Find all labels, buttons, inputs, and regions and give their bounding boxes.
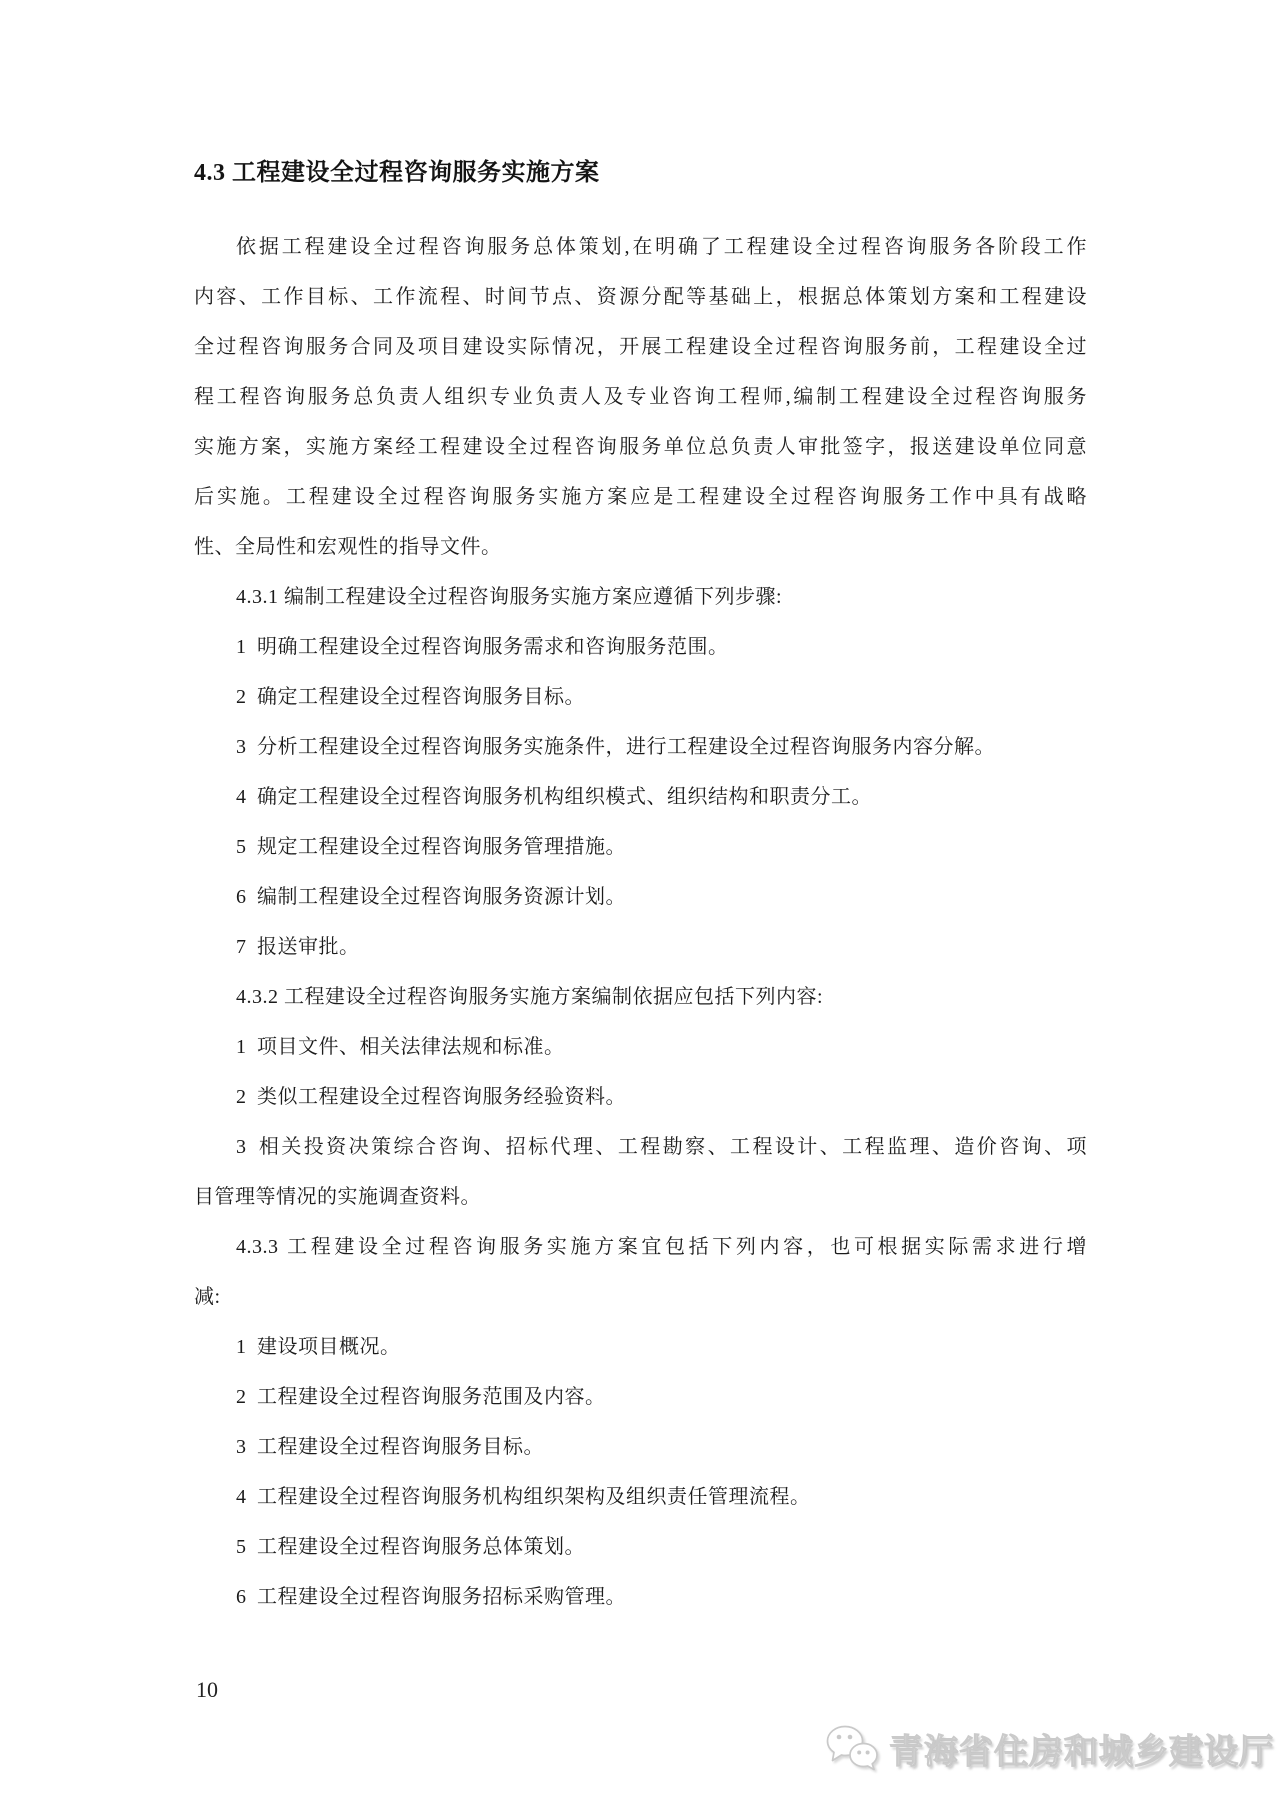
document-line: 5 规定工程建设全过程咨询服务管理措施。: [236, 836, 626, 858]
document-line: 1 明确工程建设全过程咨询服务需求和咨询服务范围。: [236, 636, 729, 658]
document-line: 实施方案，实施方案经工程建设全过程咨询服务单位总负责人审批签字，报送建设单位同意: [194, 436, 1087, 458]
document-line: 内容、工作目标、工作流程、时间节点、资源分配等基础上，根据总体策划方案和工程建设: [194, 286, 1087, 308]
document-line: 全过程咨询服务合同及项目建设实际情况，开展工程建设全过程咨询服务前，工程建设全过: [194, 336, 1087, 358]
document-line: 4.3.3 工程建设全过程咨询服务实施方案宜包括下列内容，也可根据实际需求进行增: [236, 1236, 1087, 1258]
document-line: 后实施。工程建设全过程咨询服务实施方案应是工程建设全过程咨询服务工作中具有战略: [194, 486, 1087, 508]
document-line: 1 项目文件、相关法律法规和标准。: [236, 1036, 565, 1058]
document-line: 3 工程建设全过程咨询服务目标。: [236, 1436, 544, 1458]
document-line: 7 报送审批。: [236, 936, 360, 958]
document-content: [194, 155, 1087, 1622]
document-line: 3 相关投资决策综合咨询、招标代理、工程勘察、工程设计、工程监理、造价咨询、项: [236, 1136, 1087, 1158]
document-line: 程工程咨询服务总负责人组织专业负责人及专业咨询工程师,编制工程建设全过程咨询服务: [194, 386, 1087, 408]
document-line: 依据工程建设全过程咨询服务总体策划,在明确了工程建设全过程咨询服务各阶段工作: [236, 236, 1087, 258]
document-line: 目管理等情况的实施调查资料。: [194, 1186, 481, 1208]
document-line: 4.3.1 编制工程建设全过程咨询服务实施方案应遵循下列步骤:: [236, 586, 783, 608]
watermark-text: 青海省住房和城乡建设厅: [889, 1732, 1274, 1771]
wechat-icon: [824, 1724, 880, 1772]
document-line: 4.3.2 工程建设全过程咨询服务实施方案编制依据应包括下列内容:: [236, 986, 824, 1008]
document-line: 4 确定工程建设全过程咨询服务机构组织模式、组织结构和职责分工。: [236, 786, 872, 808]
document-line: 性、全局性和宏观性的指导文件。: [194, 536, 502, 558]
document-line: 5 工程建设全过程咨询服务总体策划。: [236, 1536, 585, 1558]
document-line: 2 确定工程建设全过程咨询服务目标。: [236, 686, 585, 708]
document-line: 减:: [194, 1286, 221, 1308]
document-line: 3 分析工程建设全过程咨询服务实施条件，进行工程建设全过程咨询服务内容分解。: [236, 736, 995, 758]
document-line: 6 工程建设全过程咨询服务招标采购管理。: [236, 1586, 626, 1608]
document-line: 6 编制工程建设全过程咨询服务资源计划。: [236, 886, 626, 908]
document-line: 2 工程建设全过程咨询服务范围及内容。: [236, 1386, 606, 1408]
document-body: [194, 222, 1087, 1622]
document-line: 4 工程建设全过程咨询服务机构组织架构及组织责任管理流程。: [236, 1486, 811, 1508]
section-heading: 4.3 工程建设全过程咨询服务实施方案: [194, 160, 600, 186]
document-line: 2 类似工程建设全过程咨询服务经验资料。: [236, 1086, 626, 1108]
page-number: 10: [196, 1677, 218, 1702]
document-line: 1 建设项目概况。: [236, 1336, 401, 1358]
watermark: [824, 1722, 1274, 1774]
